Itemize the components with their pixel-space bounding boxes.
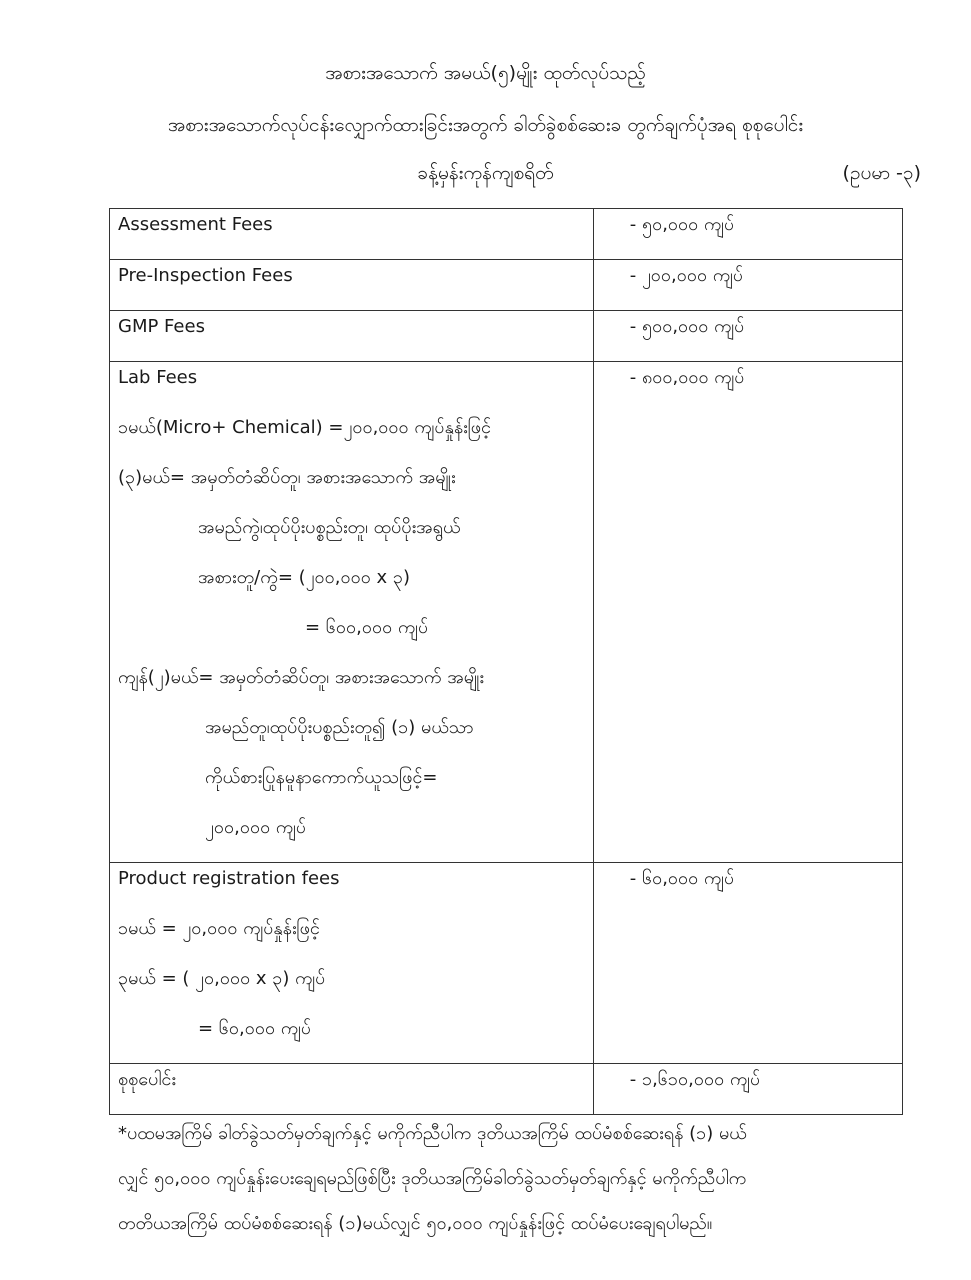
- fee-amount-cell: [593, 362, 902, 863]
- fee-amount-cell: [593, 1064, 902, 1115]
- fee-amount: - ၂၀၀,၀၀၀ ကျပ်: [629, 265, 744, 286]
- fee-description-cell: [110, 362, 594, 863]
- fee-amount-cell: [593, 209, 902, 260]
- lab-fee-detail-line: = ၆၀၀,၀၀၀ ကျပ်: [305, 617, 429, 638]
- registration-fee-detail-line: ၁မယ် = ၂၀,၀၀၀ ကျပ်နှုန်းဖြင့်: [118, 918, 320, 939]
- table-row-lab-fees: [110, 362, 903, 863]
- table-row-total: [110, 1064, 903, 1115]
- lab-fee-detail-line: အမည်ကွဲ၊ထုပ်ပိုးပစ္စည်းတူ၊ ထုပ်ပိုးအရွယ်: [198, 517, 461, 538]
- fee-label: Lab Fees: [118, 367, 198, 388]
- fee-amount-cell: [593, 863, 902, 1064]
- lab-fee-detail-line: ကိုယ်စားပြုနမူနာကောက်ယူသဖြင့်=: [205, 767, 438, 788]
- fee-amount: - ၅၀,၀၀၀ ကျပ်: [629, 214, 735, 235]
- document-title-line-1: အစားအသောက် အမယ်(၅)မျိုး ထုတ်လုပ်သည့်: [325, 62, 646, 84]
- footnote-line-2: လျှင် ၅၀,၀၀၀ ကျပ်နှုန်းပေးချေရမည်ဖြစ်ပြီး ဒုတိယအကြိမ်ခါတ်ခွဲသတ်မှတ်ချက်နှင့် မကိုက်ညီပါက: [118, 1168, 747, 1189]
- fee-label: Assessment Fees: [118, 214, 273, 235]
- fee-description-cell: [110, 209, 594, 260]
- fee-amount-cell: [593, 311, 902, 362]
- fee-amount: - ၆၀,၀၀၀ ကျပ်: [629, 868, 735, 889]
- fee-amount-cell: [593, 260, 902, 311]
- footnote: [118, 1118, 918, 1253]
- fee-label: Product registration fees: [118, 868, 340, 889]
- fee-description-cell: [110, 260, 594, 311]
- fee-amount: - ၈၀၀,၀၀၀ ကျပ်: [629, 367, 745, 388]
- footnote-line-3: တတိယအကြိမ် ထပ်မံစစ်ဆေးရန် (၁)မယ်လျှင် ၅၀,၀၀၀ ကျပ်နှုန်းဖြင့် ထပ်မံပေးချေရပါမည်။: [118, 1213, 713, 1234]
- fee-description-cell: [110, 863, 594, 1064]
- lab-fee-detail-line: (၃)မယ်= အမှတ်တံဆိပ်တူ၊ အစားအသောက် အမျိုး: [118, 467, 456, 488]
- lab-fee-detail-line: ၁မယ်(Micro+ Chemical) =၂၀၀,၀၀၀ ကျပ်နှုန်းဖြင့်: [118, 417, 492, 438]
- table-row-assessment-fees: [110, 209, 903, 260]
- fee-description-cell: [110, 311, 594, 362]
- document-title-line-2: အစားအသောက်လုပ်ငန်းလျှောက်ထားခြင်းအတွက် ခါတ်ခွဲစစ်ဆေးခ တွက်ချက်ပုံအရ စုစုပေါင်း: [167, 114, 804, 136]
- lab-fee-detail-line: အမည်တူ၊ထုပ်ပိုးပစ္စည်းတူ၍ (၁) မယ်သာ: [205, 717, 474, 738]
- fee-label: GMP Fees: [118, 316, 205, 337]
- total-label: စုစုပေါင်း: [118, 1069, 176, 1090]
- fee-description-cell: [110, 1064, 594, 1115]
- example-reference: (ဥပမာ -၃): [842, 162, 921, 184]
- registration-fee-detail-line: = ၆၀,၀၀၀ ကျပ်: [198, 1018, 312, 1039]
- table-row-gmp-fees: [110, 311, 903, 362]
- lab-fee-detail-line: အစားတူ/ကွဲ= (၂၀၀,၀၀၀ x ၃): [198, 567, 411, 588]
- fee-label: Pre-Inspection Fees: [118, 265, 293, 286]
- fee-amount: - ၅၀၀,၀၀၀ ကျပ်: [629, 316, 745, 337]
- registration-fee-detail-line: ၃မယ် = ( ၂၀,၀၀၀ x ၃) ကျပ်: [118, 968, 326, 989]
- table-row-product-registration-fees: [110, 863, 903, 1064]
- lab-fee-detail-line: ကျန်(၂)မယ်= အမှတ်တံဆိပ်တူ၊ အစားအသောက် အမျိုး: [118, 667, 485, 688]
- fee-table: [109, 208, 903, 1115]
- table-row-pre-inspection-fees: [110, 260, 903, 311]
- lab-fee-detail-line: ၂၀၀,၀၀၀ ကျပ်: [205, 817, 307, 838]
- footnote-line-1: *ပထမအကြိမ် ခါတ်ခွဲသတ်မှတ်ချက်နှင့် မကိုက်ညီပါက ဒုတိယအကြိမ် ထပ်မံစစ်ဆေးရန် (၁) မယ်: [118, 1123, 747, 1144]
- document-title-line-3: ခန့်မှန်းကုန်ကျစရိတ်: [417, 162, 554, 184]
- total-amount: - ၁,၆၁၀,၀၀၀ ကျပ်: [629, 1069, 761, 1090]
